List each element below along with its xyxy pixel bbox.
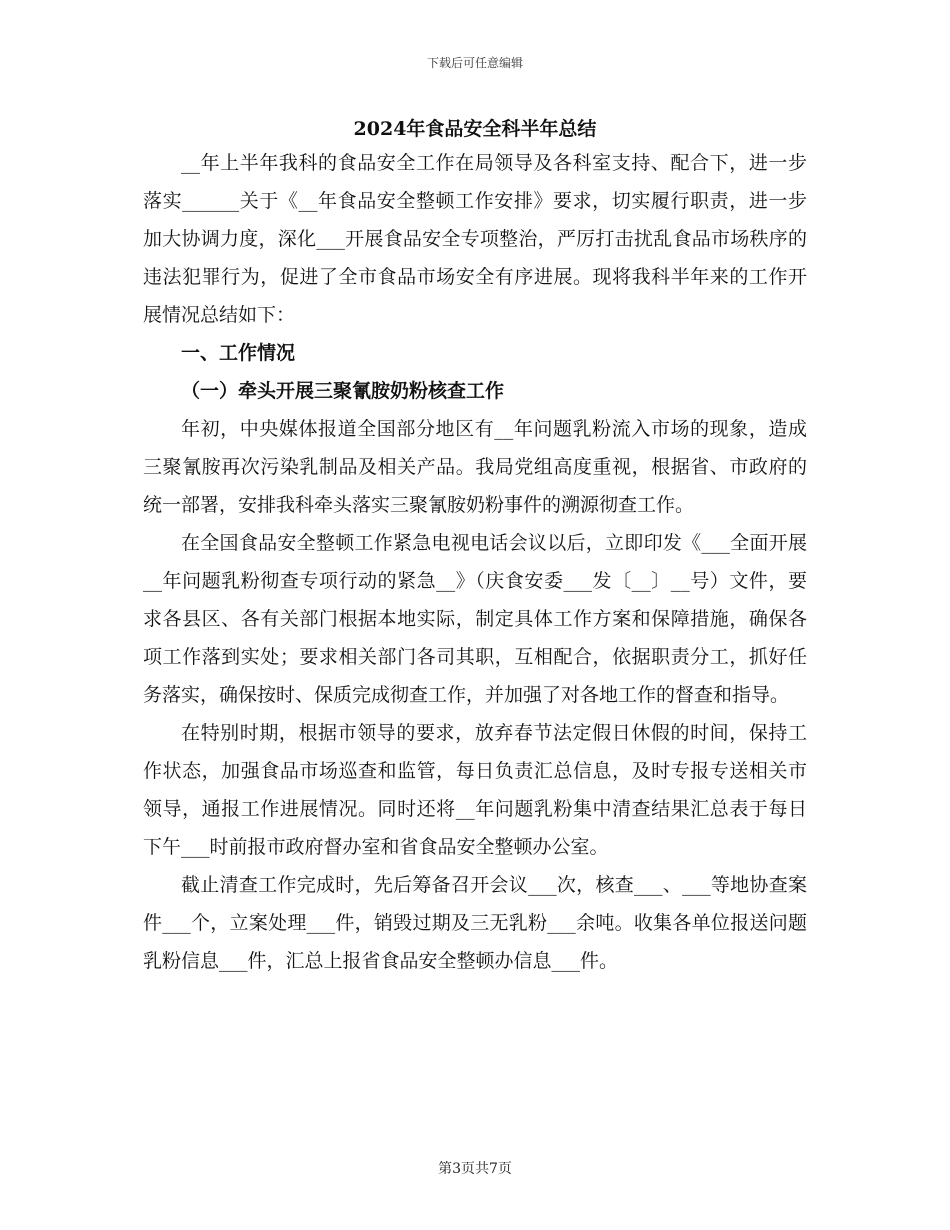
section-heading: 一、工作情况	[181, 342, 296, 364]
document-title: 2024年食品安全科半年总结	[353, 118, 597, 140]
header-note: 下载后可任意编辑	[426, 56, 523, 70]
subsection-heading: （一）牵头开展三聚氰胺奶粉核查工作	[181, 380, 505, 402]
paragraph-notice: 在全国食品安全整顿工作紧急电视电话会议以后，立即印发《___全面开展__年问题乳粉彻查专项行动的紧急__》（庆食安委___发〔__〕__号）文件，要求各县区、各有关部门根据本地实际，制定具体工作方案和保障措施，确保各项工作落到实处；要求相关部门各司其职，互相配合，依据职责分工，抓好任务落实，确保按时、保质完成彻查工作，并加强了对各地工作的督查和指导。	[143, 532, 807, 706]
paragraph-results: 截止清查工作完成时，先后筹备召开会议___次，核查___、___等地协查案件___个，立案处理___件，销毁过期及三无乳粉___余吨。收集各单位报送问题乳粉信息___件，汇总上报省食品安全整顿办信息___件。	[143, 874, 807, 972]
paragraph-background: 年初，中央媒体报道全国部分地区有__年问题乳粉流入市场的现象，造成三聚氰胺再次污染乳制品及相关产品。我局党组高度重视，根据省、市政府的统一部署，安排我科牵头落实三聚氰胺奶粉事件的溯源彻查工作。	[143, 418, 807, 516]
document-body	[143, 144, 807, 980]
paragraph-intro: __年上半年我科的食品安全工作在局领导及各科室支持、配合下，进一步落实______关于《__年食品安全整顿工作安排》要求，切实履行职责，进一步加大协调力度，深化___开展食品安全专项整治，严厉打击扰乱食品市场秩序的违法犯罪行为，促进了全市食品市场安全有序进展。现将我科半年来的工作开展情况总结如下：	[143, 152, 807, 326]
page-number: 第3页共7页	[438, 1161, 512, 1177]
paragraph-special-period: 在特别时期，根据市领导的要求，放弃春节法定假日休假的时间，保持工作状态，加强食品市场巡查和监管，每日负责汇总信息，及时专报专送相关市领导，通报工作进展情况。同时还将__年问题乳粉集中清查结果汇总表于每日下午___时前报市政府督办室和省食品安全整顿办公室。	[143, 722, 807, 858]
